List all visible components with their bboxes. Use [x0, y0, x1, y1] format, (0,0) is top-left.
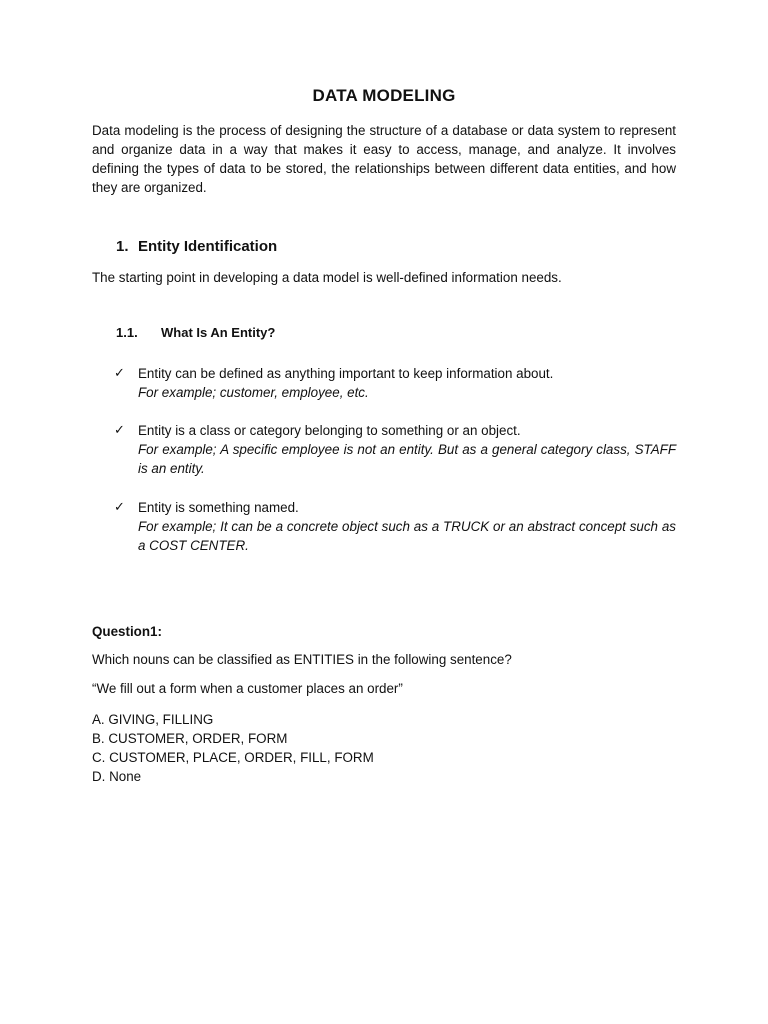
bullet-statement: Entity is a class or category belonging to something or an object. [138, 423, 521, 438]
answer-options [92, 710, 374, 786]
subsection-title: What Is An Entity? [161, 325, 276, 340]
answer-option-b: B. CUSTOMER, ORDER, FORM [92, 731, 288, 746]
section-title: Entity Identification [138, 238, 278, 255]
bullet-statement: Entity is something named. [138, 500, 299, 515]
page-title: DATA MODELING [312, 86, 456, 105]
bullet-item [114, 498, 676, 555]
bullet-example: For example; It can be a concrete object such as a TRUCK or an abstract concept such as a COST CENTER. [138, 519, 676, 553]
question-quote: “We fill out a form when a customer places an order” [92, 681, 403, 696]
answer-option-a: A. GIVING, FILLING [92, 712, 214, 727]
question-text: Which nouns can be classified as ENTITIES in the following sentence? [92, 652, 512, 667]
answer-option-d: D. None [92, 769, 142, 784]
intro-paragraph: Data modeling is the process of designing the structure of a database or data system to represent and organize data in a way that makes it easy to access, manage, and analyze. It involves defining the types of data to be stored, the relationships between different data entities, and how they are organized. [92, 123, 676, 195]
bullet-statement: Entity can be defined as anything important to keep information about. [138, 366, 554, 381]
bullet-example: For example; customer, employee, etc. [138, 385, 369, 400]
bullet-example: For example; A specific employee is not an entity. But as a general category class, STAFF is an entity. [138, 442, 676, 476]
section-heading [116, 238, 277, 255]
answer-option-c: C. CUSTOMER, PLACE, ORDER, FILL, FORM [92, 750, 374, 765]
subsection-heading [116, 325, 275, 340]
check-mark-icon: ✓ [114, 366, 125, 381]
check-mark-icon: ✓ [114, 500, 125, 515]
subsection-number: 1.1. [116, 325, 138, 340]
bullet-item [114, 421, 676, 478]
section-text: The starting point in developing a data model is well-defined information needs. [92, 270, 562, 285]
section-number: 1. [116, 238, 129, 255]
bullet-item [114, 364, 676, 402]
question-label: Question1: [92, 624, 162, 639]
check-mark-icon: ✓ [114, 423, 125, 438]
